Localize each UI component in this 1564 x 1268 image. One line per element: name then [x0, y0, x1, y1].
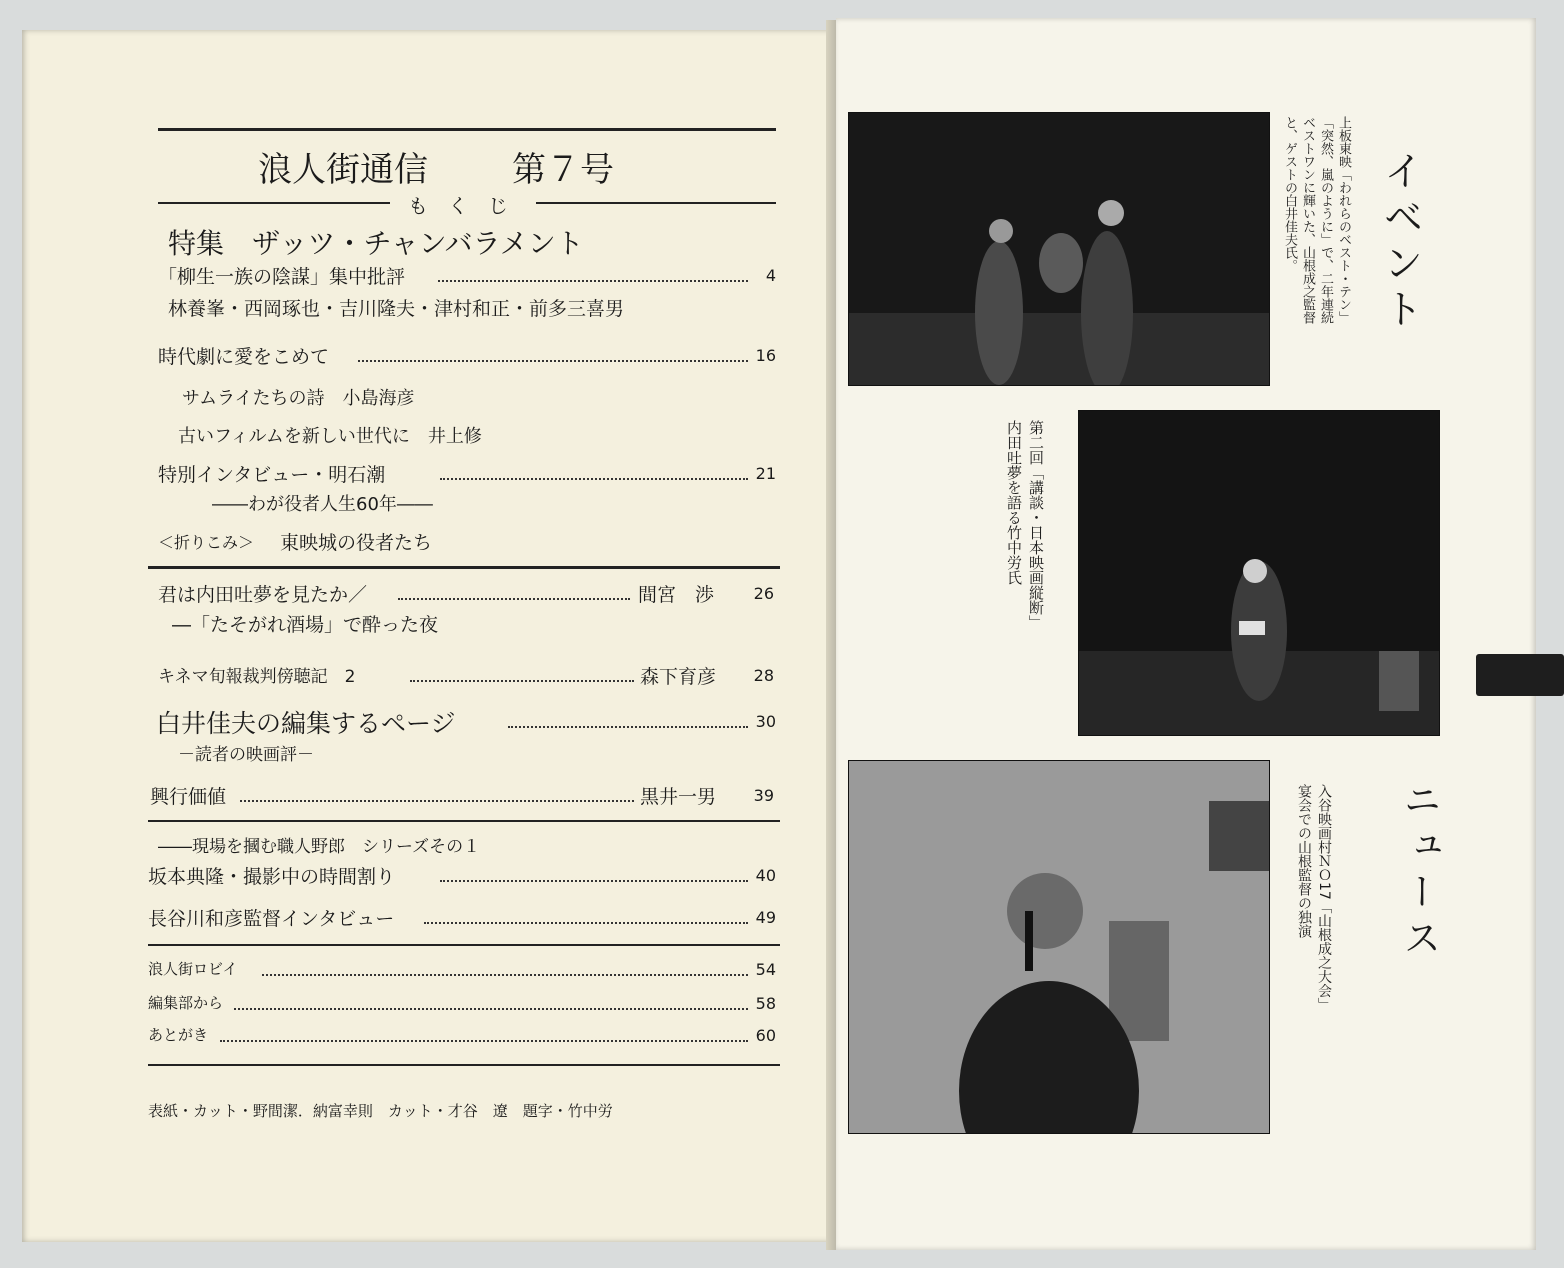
- toc-leader: [398, 598, 630, 600]
- toc-leader: [508, 726, 748, 728]
- contents-rule-right: [536, 202, 776, 204]
- event-photo-stage: [848, 112, 1270, 386]
- contents-rule-left: [158, 202, 390, 204]
- toc-entry-title: 長谷川和彦監督インタビュー: [148, 908, 395, 930]
- toc-page-number: 4: [765, 266, 776, 285]
- toc-entry-authors: 林養峯・西岡琢也・吉川隆夫・津村和正・前多三喜男: [168, 298, 625, 320]
- toc-entry-sub: サムライたちの詩 小島海彦: [182, 388, 415, 409]
- news-heading: ニュース: [1397, 780, 1441, 964]
- toc-page-number: 26: [753, 584, 774, 603]
- toc-page-number: 16: [755, 346, 776, 365]
- event-photo-stage-image: [849, 113, 1269, 385]
- toc-page-number: 28: [753, 666, 774, 685]
- news-caption-line: 入谷映画村ＮＯ17「山根成之大会」: [1316, 784, 1332, 1012]
- event-caption-line: と、ゲストの白井佳夫氏。: [1282, 116, 1297, 272]
- toc-leader: [234, 1008, 748, 1010]
- toc-entry-author: 森下育彦: [640, 666, 717, 688]
- event-caption-line: 上板東映「われらのベスト・テン」: [1336, 116, 1351, 324]
- toc-entry-title: キネマ旬報裁判傍聴記 2: [158, 667, 356, 687]
- issue-number: 第７号: [512, 150, 614, 190]
- toc-leader: [358, 360, 748, 362]
- event-caption-line: ベストワンに輝いた、山根成之監督: [1300, 116, 1315, 324]
- toc-entry-author: 間宮 渉: [638, 584, 715, 606]
- event-caption-line: 内田吐夢を語る竹中労氏: [1005, 420, 1023, 585]
- top-rule: [158, 128, 776, 131]
- toc-entry-title: 時代劇に愛をこめて: [158, 346, 330, 368]
- toc-page-number: 60: [755, 1026, 776, 1045]
- toc-leader: [220, 1040, 748, 1042]
- toc-entry-title: 特別インタビュー・明石潮: [158, 464, 386, 486]
- toc-leader: [440, 478, 748, 480]
- toc-page-number: 21: [755, 464, 776, 483]
- event-photo-lecture-image: [1079, 411, 1439, 735]
- magazine-title: 浪人街通信: [258, 150, 428, 190]
- toc-entry-series: ――現場を摑む職人野郎 シリーズその１: [158, 837, 481, 857]
- event-photo-lecture: [1078, 410, 1440, 736]
- toc-entry-title: 浪人街ロビイ: [148, 960, 238, 978]
- toc-page-number: 54: [755, 960, 776, 979]
- toc-entry-title: 興行価値: [150, 786, 227, 808]
- event-heading: イベント: [1377, 150, 1423, 334]
- toc-leader: [440, 880, 748, 882]
- toc-entry-prefix: ＜折りこみ＞: [158, 533, 255, 552]
- news-photo-speaker: [848, 760, 1270, 1134]
- toc-entry-author: 黒井一男: [640, 786, 717, 808]
- toc-leader: [424, 922, 748, 924]
- feature-heading: 特集 ザッツ・チャンバラメント: [168, 227, 584, 260]
- toc-page-number: 39: [753, 786, 774, 805]
- toc-entry-sub: ―「たそがれ酒場」で酔った夜: [172, 614, 439, 636]
- toc-entry-sub: －読者の映画評－: [178, 745, 314, 765]
- toc-entry-title: 東映城の役者たち: [280, 532, 433, 554]
- toc-leader: [262, 974, 748, 976]
- toc-page-number: 58: [755, 994, 776, 1013]
- section-rule: [148, 566, 780, 569]
- toc-leader: [240, 800, 634, 802]
- toc-entry-title: あとがき: [148, 1026, 209, 1044]
- event-caption-line: 第二回「講談・日本映画縦断」: [1027, 420, 1045, 630]
- section-rule: [148, 820, 780, 822]
- toc-leader: [410, 680, 634, 682]
- toc-page-number: 40: [755, 866, 776, 885]
- news-caption-line: 宴会での山根監督の独演: [1296, 784, 1312, 938]
- toc-page-number: 49: [755, 908, 776, 927]
- toc-entry-title: 君は内田吐夢を見たか／: [158, 584, 368, 606]
- toc-entry-title: 編集部から: [148, 994, 224, 1012]
- bookmark-clip: [1476, 654, 1564, 696]
- section-rule: [148, 1064, 780, 1066]
- toc-entry-title: 「柳生一族の陰謀」集中批評: [158, 266, 406, 288]
- toc-entry-title: 白井佳夫の編集するページ: [156, 709, 456, 738]
- section-rule: [148, 944, 780, 946]
- event-caption-line: 「突然、嵐のように」で、二年連続: [1318, 116, 1333, 324]
- toc-entry-sub: ――わが役者人生60年――: [212, 494, 433, 515]
- credits: 表紙・カット・野間潔．納富幸則 カット・才谷 遼 題字・竹中労: [148, 1102, 613, 1120]
- contents-label: も く じ: [408, 194, 508, 218]
- toc-entry-title: 坂本典隆・撮影中の時間割り: [148, 866, 396, 888]
- toc-entry-sub: 古いフィルムを新しい世代に 井上修: [178, 426, 482, 447]
- news-photo-speaker-image: [849, 761, 1269, 1133]
- toc-leader: [438, 280, 748, 282]
- toc-page-number: 30: [755, 712, 776, 731]
